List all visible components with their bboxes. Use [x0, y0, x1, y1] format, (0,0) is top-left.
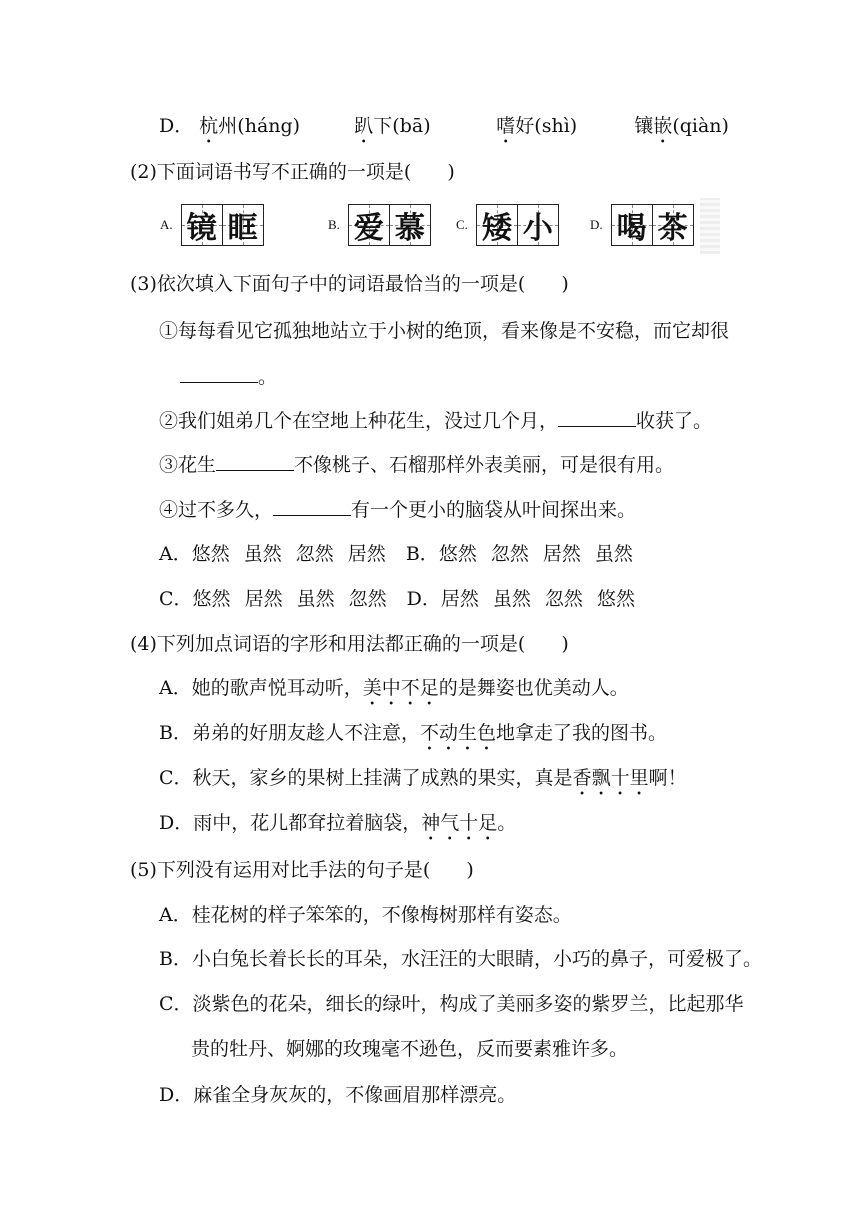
- word-item: 趴下(bā): [354, 115, 431, 137]
- option-label: D．: [159, 115, 194, 137]
- answer-blank[interactable]: [216, 452, 294, 471]
- q3-options-ab: A．悠然 虽然 忽然 居然 B．悠然 忽然 居然 虽然: [159, 543, 633, 565]
- d-option-row: [159, 113, 729, 148]
- word-item: 镶嵌(qiàn): [634, 115, 729, 137]
- q5-option-b: B．小白兔长着长长的耳朵，水汪汪的大眼睛，小巧的鼻子，可爱极了。: [159, 948, 762, 970]
- word-item: 嗜好(shì): [496, 115, 578, 137]
- option-label: A．: [159, 543, 192, 565]
- question-5-stem: (5)下列没有运用对比手法的句子是( ): [130, 859, 474, 881]
- option-label: D．: [406, 588, 441, 610]
- q4-option-c: C．秋天，家乡的果树上挂满了成熟的果实，真是香飘十里啊！: [159, 767, 687, 789]
- q5-option-d: D．麻雀全身灰灰的，不像画眉那样漂亮。: [159, 1084, 517, 1106]
- q3-options-cd: C．悠然 居然 虽然 忽然 D．居然 虽然 忽然 悠然: [159, 588, 635, 610]
- question-2-stem: (2)下面词语书写不正确的一项是( ): [130, 161, 455, 183]
- scan-artifact: [700, 198, 720, 254]
- q5-option-c: C．淡紫色的花朵，细长的绿叶，构成了美丽多姿的紫罗兰，比起那华: [159, 993, 744, 1015]
- q5-option-c-continued: 贵的牡丹、婀娜的玫瑰毫不逊色，反而要素雅许多。: [191, 1038, 629, 1060]
- q4-option-d: D．雨中，花儿都耷拉着脑袋，神气十足。: [159, 812, 517, 834]
- answer-blank[interactable]: [273, 497, 351, 516]
- option-label: B．: [405, 543, 439, 565]
- q4-option-a: A．她的歌声悦耳动听，美中不足的是舞姿也优美动人。: [159, 677, 629, 699]
- q2-option-c: C. 矮 小: [456, 204, 559, 246]
- q4-option-b: B．弟弟的好朋友趁人不注意，不动生色地拿走了我的图书。: [159, 722, 668, 744]
- q5-option-a: A．桂花树的样子笨笨的，不像梅树那样有姿态。: [159, 904, 572, 926]
- question-4-stem: (4)下列加点词语的字形和用法都正确的一项是( ): [130, 633, 569, 655]
- q2-option-a: A. 镜 眶: [160, 204, 264, 246]
- q3-sentence-2: ②我们姐弟几个在空地上种花生，没过几个月， 收获了。: [159, 410, 713, 432]
- question-3-stem: (3)依次填入下面句子中的词语最恰当的一项是( ): [130, 273, 569, 295]
- q3-sentence-4: ④过不多久， 有一个更小的脑袋从叶间探出来。: [159, 499, 637, 521]
- q3-sentence-1-end: 。: [180, 364, 277, 390]
- answer-blank[interactable]: [180, 364, 258, 383]
- word-item: 杭州(háng): [199, 115, 301, 137]
- q3-sentence-3: ③花生 不像桃子、石榴那样外表美丽，可是很有用。: [159, 454, 675, 476]
- q2-option-d: D. 喝 茶: [590, 204, 694, 246]
- answer-blank[interactable]: [558, 408, 636, 427]
- option-label: C．: [159, 588, 193, 610]
- q3-sentence-1: ①每每看见它孤独地站立于小树的绝顶，看来像是不安稳，而它却很: [159, 320, 730, 342]
- q2-option-b: B. 爱 慕: [328, 204, 431, 246]
